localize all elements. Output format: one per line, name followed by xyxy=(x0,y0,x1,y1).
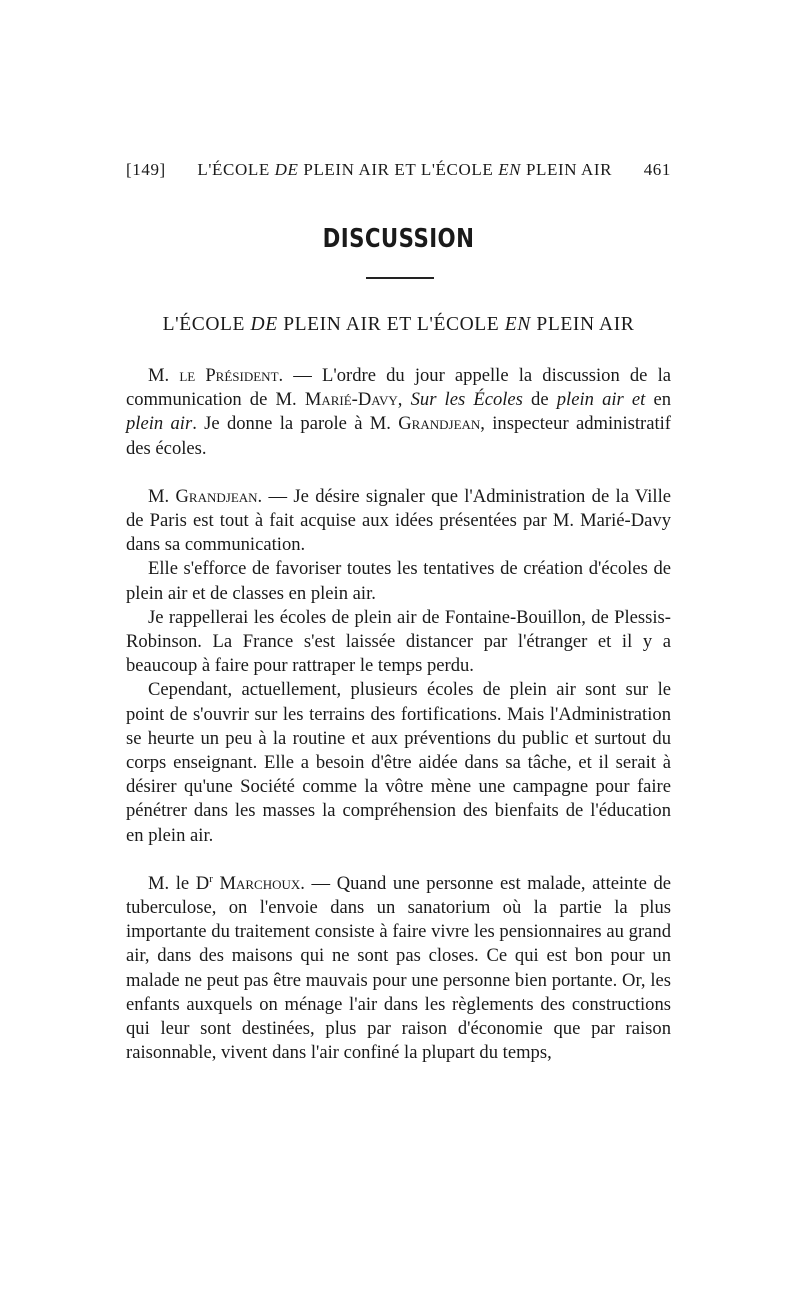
paragraph-text: , inspecteur administratif des écoles. xyxy=(126,413,671,459)
person-name: Marié-Davy xyxy=(304,389,398,411)
paragraph-text: . — L'ordre du jour appelle la discussion de la communication de M. xyxy=(126,365,671,411)
running-head-title-italic: DE xyxy=(274,160,299,179)
page-number: 461 xyxy=(643,160,671,179)
speaker-name: le Président xyxy=(179,365,279,386)
speaker-prefix: M. xyxy=(148,365,180,386)
page-reference: [149] xyxy=(126,160,166,179)
running-head-title-part: L'ÉCOLE xyxy=(197,160,275,179)
section-title-part: L'ÉCOLE xyxy=(162,314,251,335)
paragraph-text: en xyxy=(645,389,672,411)
paragraph-text: de xyxy=(522,389,557,411)
paragraph: Elle s'efforce de favoriser toutes les tentatives de création d'écoles de plein air et de classes en plein air. xyxy=(126,558,671,604)
work-title: plein air xyxy=(126,413,193,435)
section-title-part: PLEIN AIR ET L'ÉCOLE xyxy=(277,314,505,335)
speaker-name: Grandjean xyxy=(175,485,258,507)
work-title: plein air et xyxy=(556,389,646,411)
paragraph-text: , xyxy=(397,389,411,411)
work-title: Sur les Écoles xyxy=(410,389,523,411)
section-title xyxy=(126,314,671,336)
paragraph-grandjean xyxy=(126,485,671,558)
running-head-title-part: PLEIN AIR ET L'ÉCOLE xyxy=(298,160,499,179)
paragraph-text: . — Quand une personne est malade, atteinte de tuberculose, on l'envoie dans un sanatorium où la partie la plus importante du traitement consiste à faire vivre les pensionnaires au grand air, dans des maisons qui ne sont pas closes. Ce qui est bon pour un malade ne peut pas être mauvais pour une personne bien portante. Or, les enfants auxquels on ménage l'air dans les règlements des constructions qui leur sont destinées, plus par raison d'économie que par raison raisonnable, vivent dans l'air confiné la plupart du temps, xyxy=(126,872,671,1064)
speaker-name: Marchoux xyxy=(219,872,301,894)
running-head-title xyxy=(166,160,644,180)
paragraph-president xyxy=(126,364,671,461)
divider-rule xyxy=(366,277,434,279)
paragraph-marchoux xyxy=(126,872,671,1066)
section-title-part: PLEIN AIR xyxy=(530,314,635,335)
paragraph-text: . Je donne la parole à M. xyxy=(192,413,399,435)
body-text xyxy=(126,364,671,1065)
running-head xyxy=(126,160,671,180)
section-title-italic: EN xyxy=(504,314,531,335)
paragraph-text: . — Je désire signaler que l'Administration de la Ville de Paris est tout à fait acquise aux idées présentées par M. Marié-Davy dans sa communication. xyxy=(126,485,671,556)
paragraph: Je rappellerai les écoles de plein air de Fontaine-Bouillon, de Plessis-Robinson. La France s'est laissée distancer par l'étranger et il y a beaucoup à faire pour rattraper le temps perdu. xyxy=(126,606,671,677)
running-head-title-part: PLEIN AIR xyxy=(521,160,613,179)
section-title-italic: DE xyxy=(250,314,278,335)
title-superscript: r xyxy=(209,872,213,885)
speaker-prefix: M. xyxy=(148,485,176,507)
running-head-title-italic: EN xyxy=(498,160,522,179)
speaker-prefix: M. le D xyxy=(148,872,210,894)
person-name: Grandjean xyxy=(398,413,481,435)
paragraph: Cependant, actuellement, plusieurs écoles de plein air sont sur le point de s'ouvrir sur les terrains des fortifications. Mais l'Administration se heurte un peu à la routine et aux préventions du public et surtout du corps enseignant. Elle a besoin d'être aidée dans sa tâche, et il serait à désirer qu'une Société comme la vôtre mène une campagne pour faire pénétrer dans les masses la compréhension des bienfaits de l'éducation en plein air. xyxy=(126,679,671,846)
discussion-heading: DISCUSSION xyxy=(322,224,475,254)
